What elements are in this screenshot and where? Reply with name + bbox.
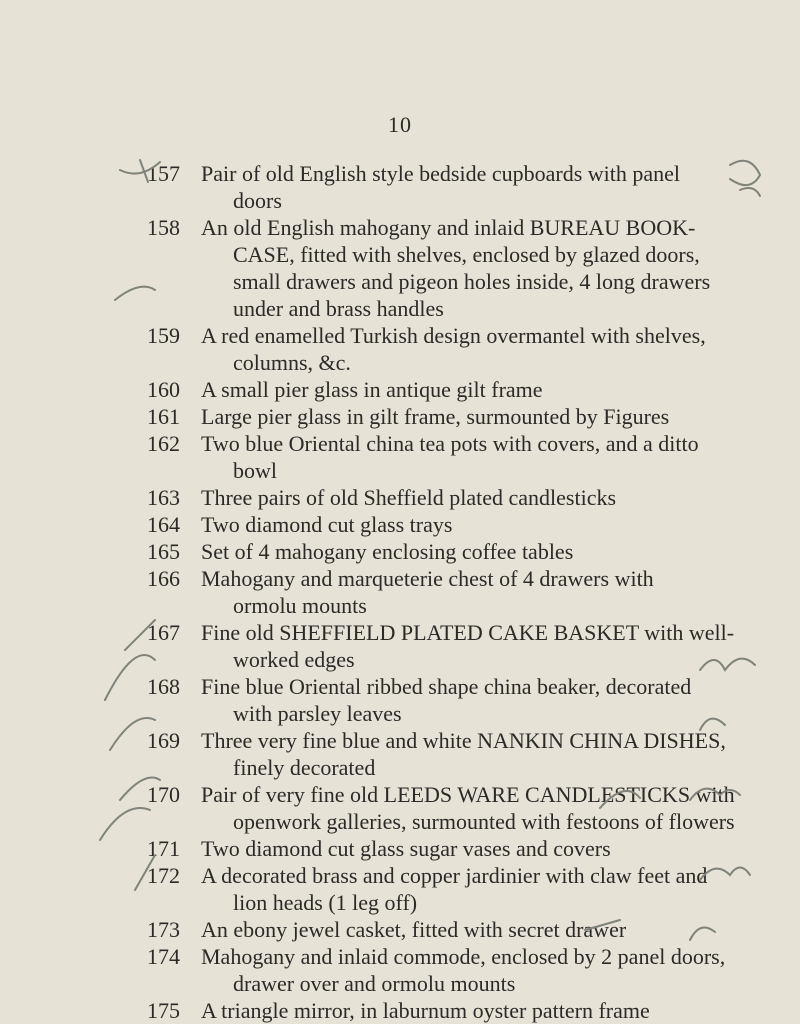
- lot-line: ormolu mounts: [233, 593, 367, 618]
- lot-line: Large pier glass in gilt frame, surmounted by Figures: [201, 404, 670, 429]
- lot-number: 163: [147, 485, 180, 510]
- lot-number: 165: [147, 539, 180, 564]
- lot-line: Two diamond cut glass trays: [201, 512, 453, 537]
- lot-line: A red enamelled Turkish design overmantel with shelves,: [201, 323, 706, 348]
- lot-line: Pair of very fine old LEEDS WARE CANDLESTICKS with: [201, 782, 735, 807]
- lot-line: finely decorated: [233, 755, 376, 780]
- lot-line: openwork galleries, surmounted with festoons of flowers: [233, 809, 735, 834]
- lot-line: CASE, fitted with shelves, enclosed by glazed doors,: [233, 242, 700, 267]
- lot-line: A decorated brass and copper jardinier with claw feet and: [201, 863, 708, 888]
- lot-line: Set of 4 mahogany enclosing coffee tables: [201, 539, 574, 564]
- lot-number: 161: [147, 404, 180, 429]
- page-number: 10: [388, 112, 412, 137]
- lot-number: 159: [147, 323, 180, 348]
- lot-number: 168: [147, 674, 180, 699]
- lot-number: 166: [147, 566, 180, 591]
- lot-number: 160: [147, 377, 180, 402]
- lot-number: 169: [147, 728, 180, 753]
- lot-number: 175: [147, 998, 180, 1023]
- lot-number: 158: [147, 215, 180, 240]
- lot-line: Fine old SHEFFIELD PLATED CAKE BASKET with well-: [201, 620, 735, 645]
- lot-number: 172: [147, 863, 180, 888]
- lot-line: small drawers and pigeon holes inside, 4 long drawers: [233, 269, 711, 294]
- lot-line: Fine blue Oriental ribbed shape china beaker, decorated: [201, 674, 692, 699]
- lot-line: Pair of old English style bedside cupboards with panel: [201, 161, 681, 186]
- lot-line: An old English mahogany and inlaid BUREAU BOOK-: [201, 215, 696, 240]
- lot-line: under and brass handles: [233, 296, 444, 321]
- lot-line: Three pairs of old Sheffield plated candlesticks: [201, 485, 617, 510]
- lot-line: doors: [233, 188, 282, 213]
- lot-line: Two blue Oriental china tea pots with covers, and a ditto: [201, 431, 699, 456]
- lot-number: 157: [147, 161, 180, 186]
- lot-number: 162: [147, 431, 180, 456]
- lot-line: worked edges: [233, 647, 355, 672]
- lot-number: 171: [147, 836, 180, 861]
- lot-number: 167: [147, 620, 180, 645]
- lot-line: drawer over and ormolu mounts: [233, 971, 516, 996]
- lot-line: with parsley leaves: [233, 701, 402, 726]
- lot-line: lion heads (1 leg off): [233, 890, 418, 915]
- lot-line: A triangle mirror, in laburnum oyster pattern frame: [201, 998, 650, 1023]
- lot-number: 174: [147, 944, 180, 969]
- lot-line: bowl: [233, 458, 277, 483]
- lot-number: 164: [147, 512, 180, 537]
- lot-line: columns, &c.: [233, 350, 351, 375]
- lot-line: Mahogany and inlaid commode, enclosed by 2 panel doors,: [201, 944, 726, 969]
- lot-line: Three very fine blue and white NANKIN CHINA DISHES,: [201, 728, 726, 753]
- lot-line: Mahogany and marqueterie chest of 4 drawers with: [201, 566, 654, 591]
- lot-line: An ebony jewel casket, fitted with secret drawer: [201, 917, 627, 942]
- lot-line: A small pier glass in antique gilt frame: [201, 377, 543, 402]
- lot-number: 170: [147, 782, 180, 807]
- lot-line: Two diamond cut glass sugar vases and covers: [201, 836, 611, 861]
- lot-number: 173: [147, 917, 180, 942]
